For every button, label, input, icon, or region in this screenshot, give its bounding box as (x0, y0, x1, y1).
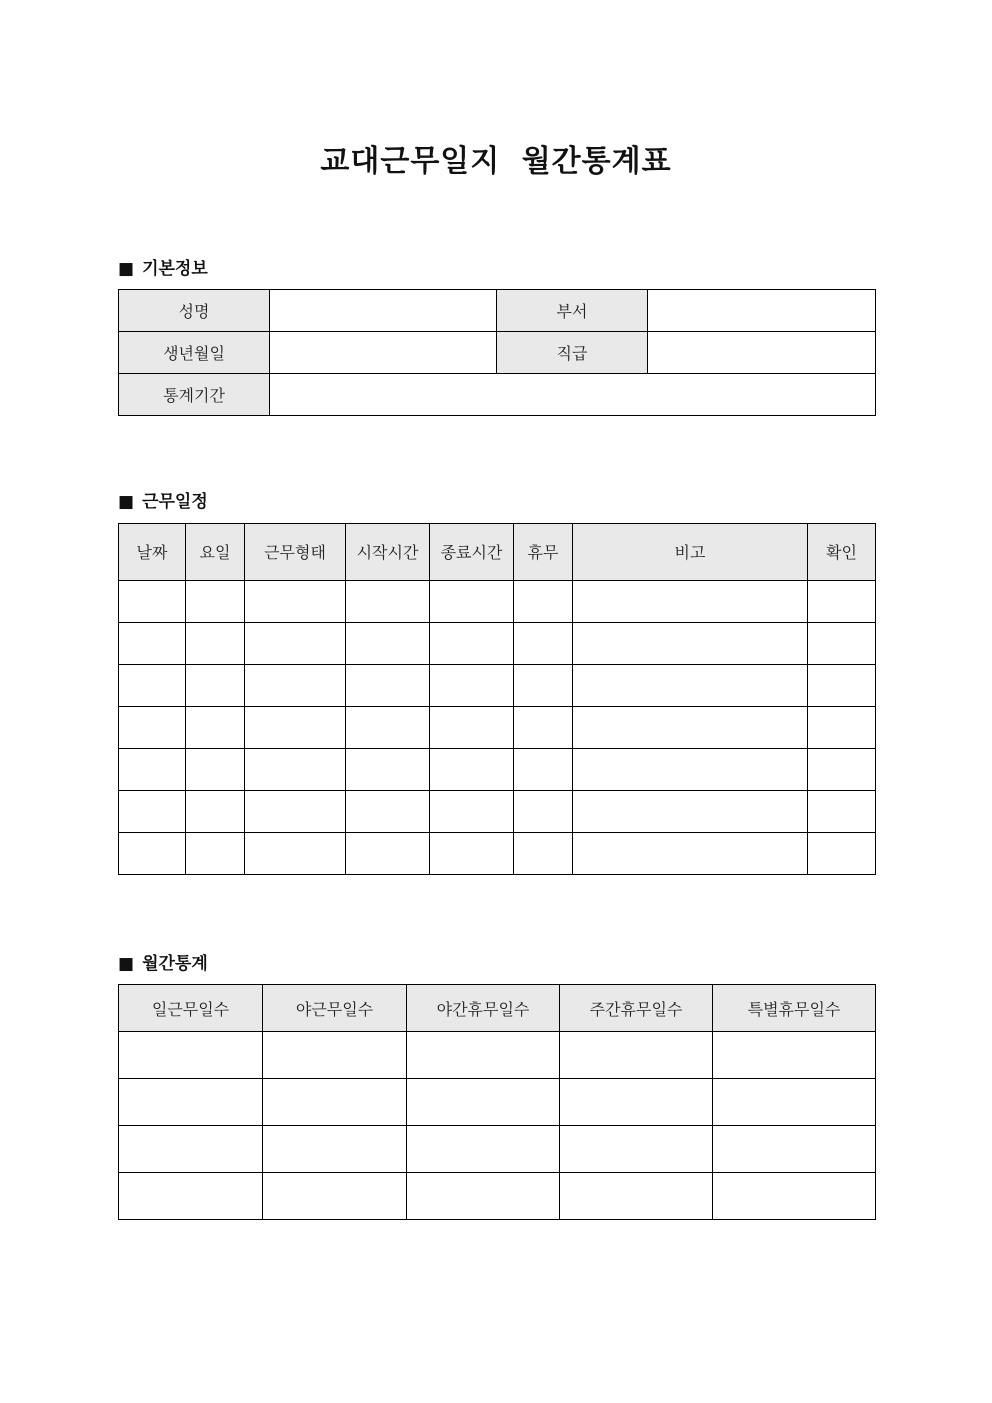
table-cell[interactable] (119, 833, 186, 875)
birthdate-label: 생년월일 (119, 332, 270, 374)
table-row (119, 581, 876, 623)
table-cell[interactable] (119, 1173, 263, 1220)
table-cell[interactable] (808, 623, 876, 665)
section-heading-label: 월간통계 (142, 954, 208, 974)
table-cell[interactable] (430, 791, 514, 833)
table-cell[interactable] (346, 833, 430, 875)
table-cell[interactable] (245, 665, 346, 707)
table-cell[interactable] (245, 623, 346, 665)
name-field[interactable] (270, 290, 497, 332)
section-heading-basic-info (118, 254, 208, 279)
monthly-stats-table (118, 984, 876, 1220)
column-header-end-time: 종료시간 (430, 524, 514, 581)
table-cell[interactable] (430, 623, 514, 665)
table-cell[interactable] (263, 1173, 407, 1220)
table-header-row (119, 524, 876, 581)
table-cell[interactable] (186, 581, 245, 623)
table-cell[interactable] (573, 749, 808, 791)
table-cell[interactable] (346, 581, 430, 623)
column-header-day-shift-days: 일근무일수 (119, 985, 263, 1032)
table-cell[interactable] (713, 1126, 876, 1173)
table-cell[interactable] (346, 707, 430, 749)
table-cell[interactable] (346, 749, 430, 791)
table-cell[interactable] (514, 749, 573, 791)
table-row (119, 332, 876, 374)
table-cell[interactable] (713, 1079, 876, 1126)
department-label: 부서 (497, 290, 648, 332)
position-field[interactable] (648, 332, 876, 374)
column-header-day-off: 휴무 (514, 524, 573, 581)
table-cell[interactable] (430, 581, 514, 623)
table-row (119, 749, 876, 791)
table-cell[interactable] (430, 833, 514, 875)
table-cell[interactable] (263, 1032, 407, 1079)
section-heading-label: 기본정보 (142, 259, 208, 279)
table-cell[interactable] (407, 1079, 560, 1126)
section-heading-monthly-stats (118, 949, 208, 974)
table-cell[interactable] (263, 1079, 407, 1126)
table-cell[interactable] (119, 1032, 263, 1079)
table-cell[interactable] (186, 791, 245, 833)
table-cell[interactable] (407, 1173, 560, 1220)
table-row (119, 791, 876, 833)
table-row (119, 290, 876, 332)
table-cell[interactable] (560, 1126, 713, 1173)
table-row (119, 665, 876, 707)
table-row (119, 1126, 876, 1173)
table-cell[interactable] (514, 791, 573, 833)
table-cell[interactable] (560, 1173, 713, 1220)
table-row (119, 1079, 876, 1126)
section-heading-schedule (118, 487, 208, 512)
column-header-confirm: 확인 (808, 524, 876, 581)
table-cell[interactable] (573, 833, 808, 875)
table-cell[interactable] (245, 749, 346, 791)
column-header-night-off-days: 야간휴무일수 (407, 985, 560, 1032)
schedule-table (118, 523, 876, 875)
page-title: 교대근무일지 월간통계표 (320, 144, 672, 179)
table-cell[interactable] (808, 791, 876, 833)
table-cell[interactable] (713, 1173, 876, 1220)
table-row (119, 374, 876, 416)
table-cell[interactable] (119, 707, 186, 749)
table-cell[interactable] (186, 749, 245, 791)
table-cell[interactable] (430, 749, 514, 791)
department-field[interactable] (648, 290, 876, 332)
table-cell[interactable] (573, 581, 808, 623)
table-cell[interactable] (514, 833, 573, 875)
table-cell[interactable] (573, 665, 808, 707)
table-cell[interactable] (573, 707, 808, 749)
table-cell[interactable] (560, 1079, 713, 1126)
table-cell[interactable] (186, 833, 245, 875)
table-row (119, 1173, 876, 1220)
column-header-start-time: 시작시간 (346, 524, 430, 581)
birthdate-field[interactable] (270, 332, 497, 374)
table-row (119, 1032, 876, 1079)
section-heading-label: 근무일정 (142, 492, 208, 512)
table-cell[interactable] (713, 1032, 876, 1079)
column-header-shift-type: 근무형태 (245, 524, 346, 581)
table-row (119, 707, 876, 749)
table-cell[interactable] (263, 1126, 407, 1173)
column-header-night-shift-days: 야근무일수 (263, 985, 407, 1032)
table-cell[interactable] (573, 791, 808, 833)
square-bullet-icon: ■ (118, 492, 135, 512)
table-cell[interactable] (514, 623, 573, 665)
name-label: 성명 (119, 290, 270, 332)
table-cell[interactable] (186, 707, 245, 749)
position-label: 직급 (497, 332, 648, 374)
table-cell[interactable] (407, 1126, 560, 1173)
table-cell[interactable] (407, 1032, 560, 1079)
column-header-remarks: 비고 (573, 524, 808, 581)
basic-info-table (118, 289, 876, 416)
table-cell[interactable] (119, 1126, 263, 1173)
square-bullet-icon: ■ (118, 259, 135, 279)
column-header-date: 날짜 (119, 524, 186, 581)
column-header-day-off-days: 주간휴무일수 (560, 985, 713, 1032)
table-cell[interactable] (119, 1079, 263, 1126)
table-cell[interactable] (430, 665, 514, 707)
table-row (119, 623, 876, 665)
table-cell[interactable] (514, 665, 573, 707)
column-header-weekday: 요일 (186, 524, 245, 581)
table-cell[interactable] (346, 665, 430, 707)
table-cell[interactable] (808, 707, 876, 749)
table-cell[interactable] (245, 791, 346, 833)
table-cell[interactable] (808, 665, 876, 707)
table-cell[interactable] (808, 749, 876, 791)
table-cell[interactable] (573, 623, 808, 665)
table-cell[interactable] (346, 791, 430, 833)
table-cell[interactable] (560, 1032, 713, 1079)
table-cell[interactable] (514, 581, 573, 623)
table-cell[interactable] (245, 833, 346, 875)
square-bullet-icon: ■ (118, 954, 135, 974)
table-cell[interactable] (430, 707, 514, 749)
table-cell[interactable] (119, 581, 186, 623)
table-cell[interactable] (119, 749, 186, 791)
table-cell[interactable] (119, 665, 186, 707)
table-cell[interactable] (514, 707, 573, 749)
table-cell[interactable] (119, 791, 186, 833)
table-cell[interactable] (808, 833, 876, 875)
table-cell[interactable] (808, 581, 876, 623)
table-cell[interactable] (346, 623, 430, 665)
table-cell[interactable] (245, 707, 346, 749)
table-header-row (119, 985, 876, 1032)
table-cell[interactable] (245, 581, 346, 623)
table-cell[interactable] (186, 623, 245, 665)
period-label: 통계기간 (119, 374, 270, 416)
column-header-special-off-days: 특별휴무일수 (713, 985, 876, 1032)
table-cell[interactable] (186, 665, 245, 707)
table-cell[interactable] (119, 623, 186, 665)
table-row (119, 833, 876, 875)
period-field[interactable] (270, 374, 876, 416)
